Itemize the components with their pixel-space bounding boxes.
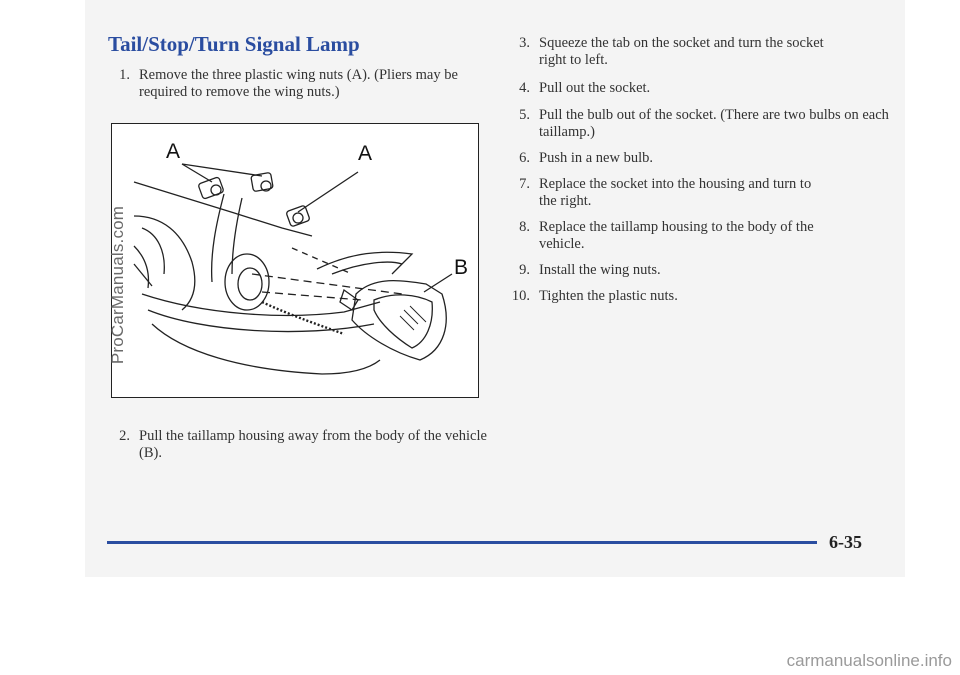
step-number: 3. bbox=[519, 35, 530, 51]
watermark bbox=[107, 180, 129, 390]
callout-b: B bbox=[454, 256, 469, 279]
site-footer-text: carmanualsonline.info bbox=[786, 651, 952, 670]
watermark-text: ProCarManuals.com bbox=[108, 205, 127, 365]
step-text: Pull out the socket. bbox=[539, 80, 651, 96]
step-text: Squeeze the tab on the socket and turn the socket right to left. bbox=[539, 35, 824, 68]
leader-line-b bbox=[424, 274, 452, 292]
step-number: 7. bbox=[519, 176, 530, 192]
body-contour bbox=[142, 228, 164, 274]
stud-line bbox=[292, 248, 352, 274]
taillamp-diagram bbox=[112, 124, 478, 397]
step-text: Pull the taillamp housing away from the body of the vehicle (B). bbox=[139, 428, 487, 461]
step-number: 10. bbox=[511, 288, 530, 304]
lens-hatch bbox=[400, 306, 426, 330]
step-number: 6. bbox=[519, 150, 530, 166]
step-number: 1. bbox=[119, 67, 130, 83]
wiring bbox=[262, 302, 344, 334]
step-text: Remove the three plastic wing nuts (A). (Pliers may be required to remove the wing nuts.) bbox=[139, 67, 458, 100]
page-number: 6-35 bbox=[829, 532, 862, 552]
callout-a-right: A bbox=[358, 142, 373, 165]
taillamp-housing bbox=[352, 281, 446, 360]
callout-a-left: A bbox=[166, 140, 181, 163]
step-number: 8. bbox=[519, 219, 530, 235]
step-text: Replace the taillamp housing to the body of the vehicle. bbox=[539, 219, 814, 252]
footer-rule bbox=[107, 541, 817, 544]
stud-line bbox=[262, 292, 362, 300]
taillamp-lens bbox=[374, 295, 432, 348]
step-number: 4. bbox=[519, 80, 530, 96]
body-contour bbox=[332, 262, 402, 274]
step-text: Install the wing nuts. bbox=[539, 262, 661, 278]
wing-nut bbox=[198, 177, 224, 200]
step-number: 9. bbox=[519, 262, 530, 278]
step-text: Tighten the plastic nuts. bbox=[539, 288, 678, 304]
wing-nut bbox=[286, 205, 310, 227]
step-number: 5. bbox=[519, 107, 530, 123]
step-text: Push in a new bulb. bbox=[539, 150, 653, 166]
stud-line bbox=[252, 274, 402, 294]
section-heading: Tail/Stop/Turn Signal Lamp bbox=[108, 32, 360, 56]
step-text: Pull the bulb out of the socket. (There are two bulbs on each taillamp.) bbox=[539, 107, 889, 140]
body-contour bbox=[232, 198, 242, 274]
body-contour bbox=[148, 310, 374, 332]
leader-line-a bbox=[182, 164, 262, 176]
step-text: Replace the socket into the housing and turn to the right. bbox=[539, 176, 812, 209]
step-number: 2. bbox=[119, 428, 130, 444]
leader-line-a bbox=[298, 172, 358, 212]
body-contour bbox=[134, 264, 152, 286]
lamp-opening-inner bbox=[238, 268, 262, 300]
taillamp-illustration bbox=[111, 123, 479, 398]
